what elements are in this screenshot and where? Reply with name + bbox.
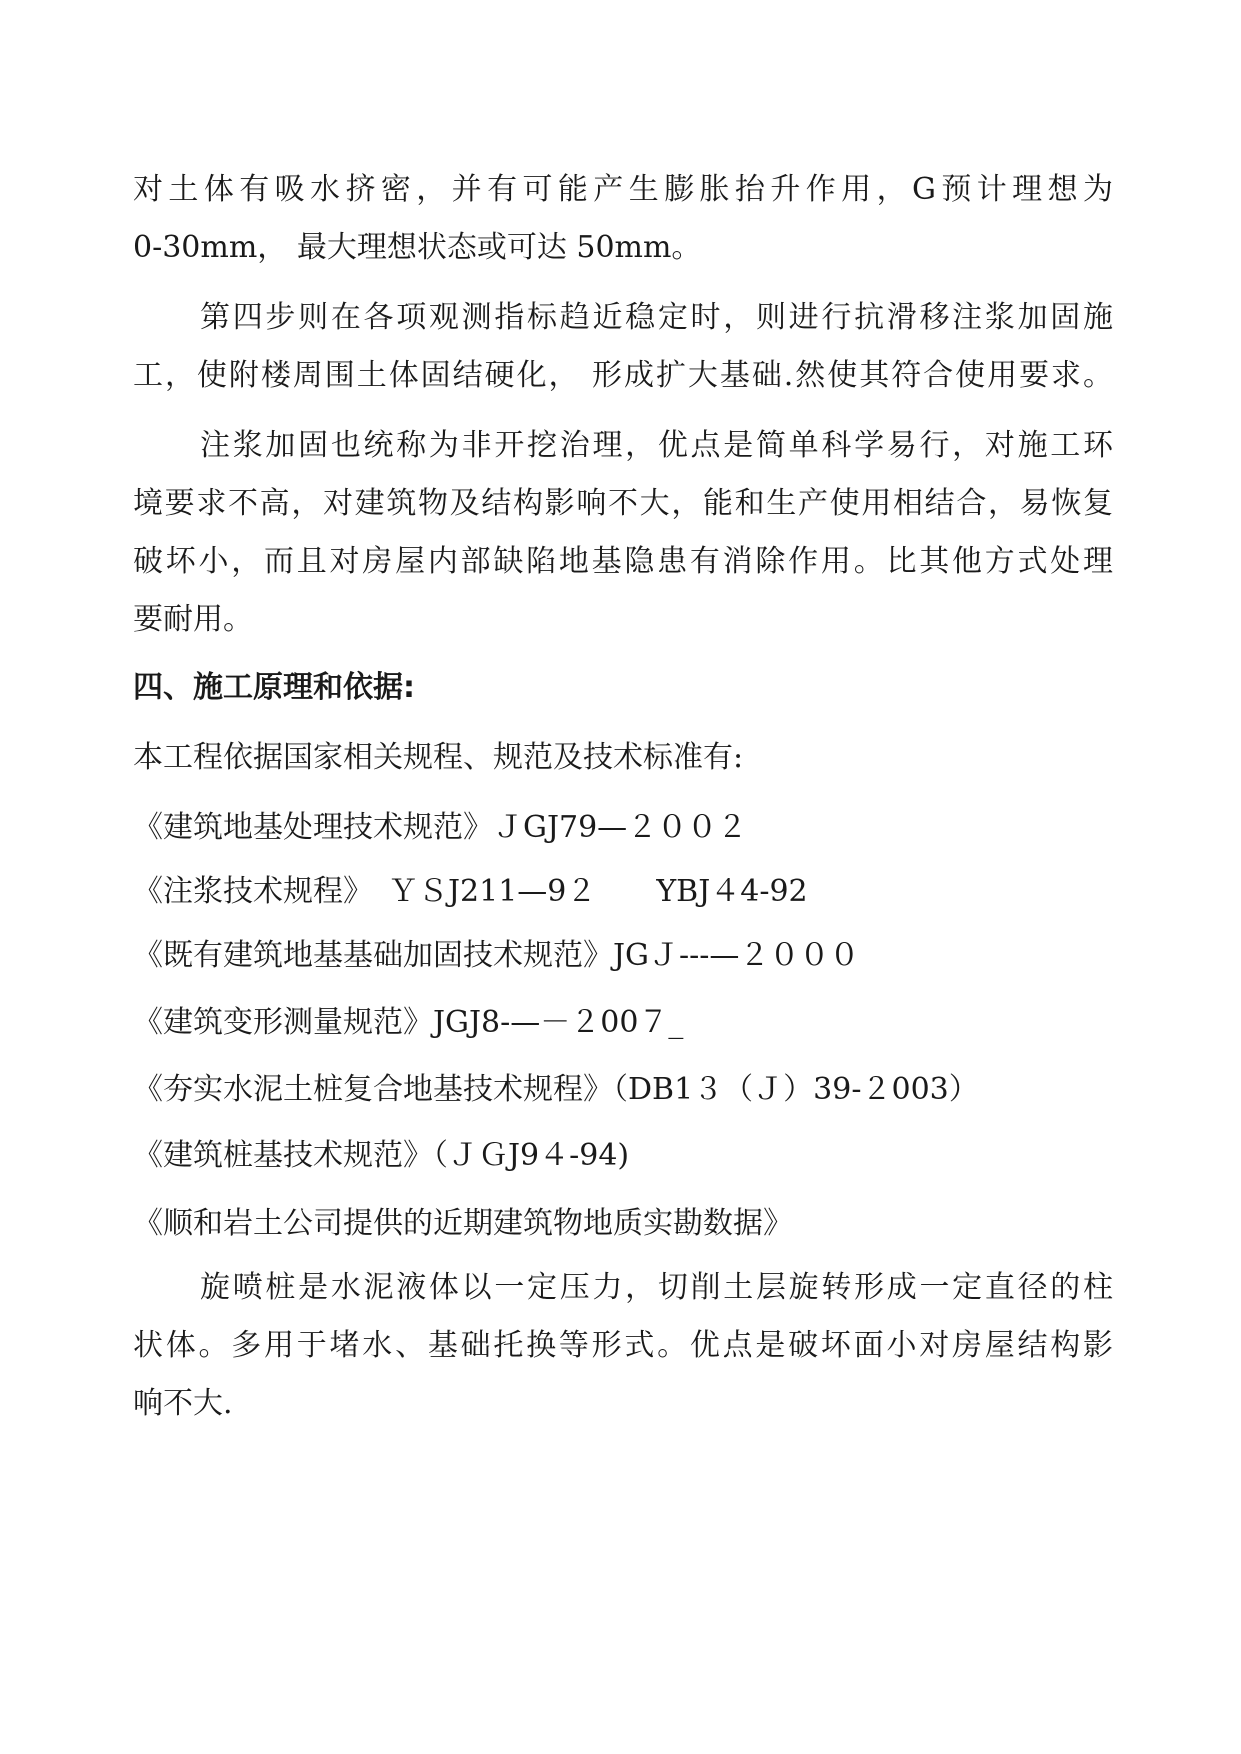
paragraph-4-line-3: 响不大. (133, 1386, 233, 1421)
paragraph-4-line-2: 状体。多用于堵水、基础托换等形式。优点是破坏面小对房屋结构影 (133, 1328, 1113, 1363)
paragraph-3-line-4: 要耐用。 (133, 602, 253, 637)
section-heading: 四、施工原理和依据: (133, 670, 415, 705)
paragraph-3-line-3: 破坏小，而且对房屋内部缺陷地基隐患有消除作用。比其他方式处理 (133, 544, 1113, 579)
standard-item: 《建筑变形测量规范》JGJ8-—－２00７_ (133, 1005, 684, 1040)
standard-item: 《建筑地基处理技术规范》ＪGJ79—２００２ (133, 810, 748, 845)
paragraph-4-line-1: 旋喷桩是水泥液体以一定压力，切削土层旋转形成一定直径的柱 (200, 1270, 1113, 1305)
paragraph-3-line-2: 境要求不高，对建筑物及结构影响不大，能和生产使用相结合，易恢复 (133, 486, 1113, 521)
paragraph-1-line-1: 对土体有吸水挤密，并有可能产生膨胀抬升作用，G预计理想为 (133, 172, 1113, 207)
standard-item: 《注浆技术规程》 ＹＳJ211—9２ YBJ４4-92 (133, 874, 808, 909)
paragraph-3-line-1: 注浆加固也统称为非开挖治理，优点是简单科学易行，对施工环 (200, 428, 1113, 463)
standard-item: 《建筑桩基技术规范》（ＪＧJ9４-94) (133, 1138, 630, 1173)
paragraph-1-line-2: 0-30mm， 最大理想状态或可达 50mm。 (133, 230, 702, 265)
paragraph-2-line-1: 第四步则在各项观测指标趋近稳定时，则进行抗滑移注浆加固施 (200, 300, 1113, 335)
standard-item: 《既有建筑地基基础加固技术规范》JGＪ---—２０００ (133, 938, 860, 973)
paragraph-2-line-2: 工，使附楼周围土体固结硬化， 形成扩大基础.然使其符合使用要求。 (133, 358, 1113, 393)
standard-item: 《夯实水泥土桩复合地基技术规程》（DB1３（Ｊ）39-２003） (133, 1072, 979, 1107)
standard-item: 《顺和岩土公司提供的近期建筑物地质实勘数据》 (133, 1206, 793, 1241)
standards-intro: 本工程依据国家相关规程、规范及技术标准有: (133, 740, 744, 775)
